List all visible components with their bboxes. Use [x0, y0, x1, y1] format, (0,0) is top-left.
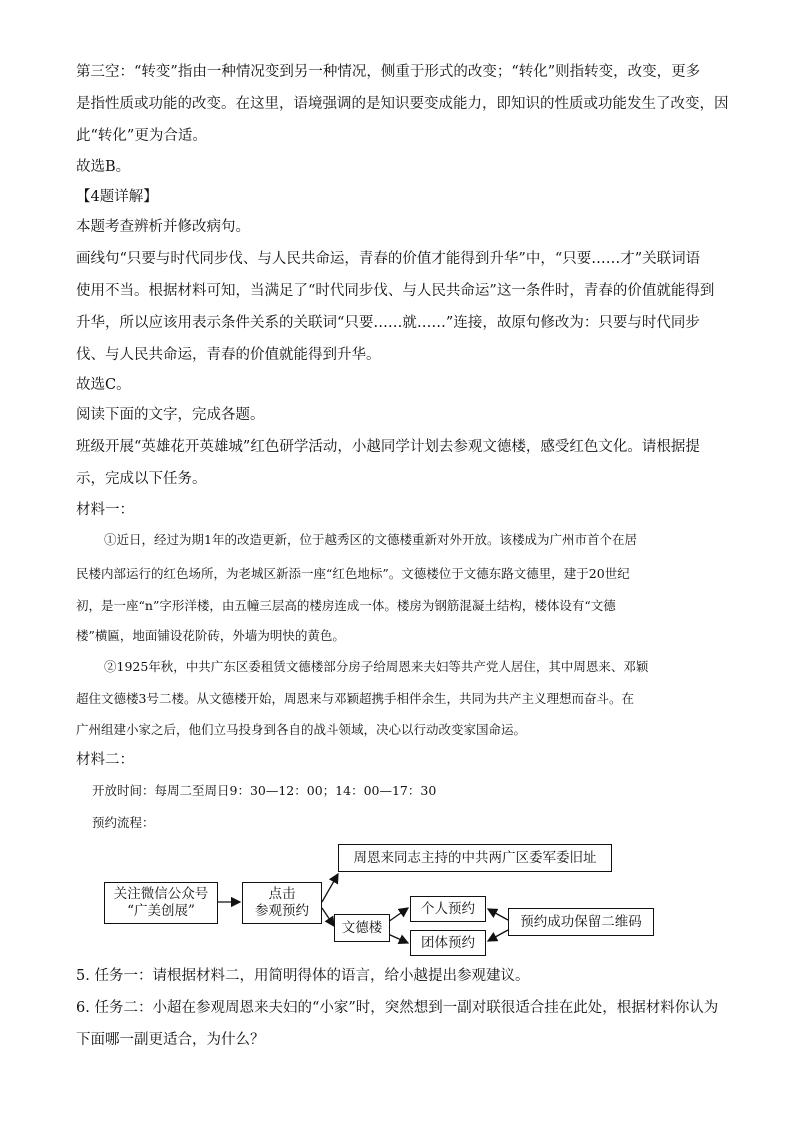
text-line: 本题考查辨析并修改病句。: [76, 219, 250, 235]
text-line: 第三空：“转变”指由一种情况变到另一种情况，侧重于形式的改变；“转化”则指转变，改变，更多: [76, 64, 701, 80]
text-line: 此“转化”更为合适。: [76, 128, 207, 144]
text-line: 超住文德楼3号二楼。从文德楼开始，周恩来与邓颖超携手相伴余生，共同为共产主义理想而奋斗。在: [76, 691, 634, 706]
text-line: 班级开展“英雄花开英雄城”红色研学活动，小越同学计划去参观文德楼，感受红色文化。请根据提: [76, 439, 700, 455]
text-line: 故选B。: [76, 159, 131, 175]
material-label: 材料二：: [76, 752, 134, 768]
booking-line: 参观预约: [255, 903, 309, 919]
personal-booking-box: 个人预约: [410, 896, 486, 922]
section-heading: 【4题详解】: [76, 189, 158, 205]
task-two-cont: 下面哪一副更适合，为什么？: [76, 1032, 265, 1048]
wende-building-box: 文德楼: [334, 914, 390, 942]
historic-site-box: 周恩来同志主持的中共两广区委军委旧址: [338, 844, 612, 872]
text-line: 画线句“只要与时代同步伐、与人民共命运，青春的价值才能得到升华”中，“只要……才”关联词语: [76, 251, 701, 267]
click-line: 点击: [268, 886, 296, 902]
text-line: 广州组建小家之后，他们立马投身到各自的战斗领域，决心以行动改变家国命运。: [76, 722, 527, 737]
text-line: 使用不当。根据材料可知，当满足了“时代同步伐、与人民共命运”这一条件时，青春的价值就能得到: [76, 283, 715, 299]
text-line: 阅读下面的文字，完成各题。: [76, 407, 265, 423]
text-line: 初，是一座“n”字形洋楼，由五幢三层高的楼房连成一体。楼房为钢筋混凝土结构，楼体设有“文德: [76, 598, 616, 613]
booking-flowchart: [100, 838, 660, 958]
text-line: 升华，所以应该用表示条件关系的关联词“只要……就……”连接，故原句修改为：只要与时代同步: [76, 315, 700, 331]
group-booking-box: 团体预约: [410, 930, 486, 956]
text-line: 伐、与人民共命运，青春的价值就能得到升华。: [76, 347, 381, 363]
text-line: 是指性质或功能的改变。在这里，语境强调的是知识要变成能力，即知识的性质或功能发生了改变，因: [76, 96, 729, 112]
wechat-box: [104, 882, 218, 924]
material-label: 材料一：: [76, 502, 134, 518]
task-one: 5. 任务一：请根据材料二，用简明得体的语言，给小越提出参观建议。: [76, 968, 530, 984]
qr-code-box: 预约成功保留二维码: [508, 908, 654, 936]
text-line: 民楼内部运行的红色场所，为老城区新添一座“红色地标”。文德楼位于文德东路文德里，建于20世纪: [76, 566, 630, 581]
opening-hours: 开放时间：每周二至周日9：30—12：00；14：00—17：30: [92, 783, 437, 798]
wechat-line: 关注微信公众号: [113, 886, 209, 902]
booking-process-label: 预约流程：: [92, 815, 155, 830]
text-line: 故选C。: [76, 377, 131, 393]
task-two: 6. 任务二：小超在参观周恩来夫妇的“小家”时，突然想到一副对联很适合挂在此处，根据材料你认为: [76, 1000, 719, 1016]
text-line: ①近日，经过为期1年的改造更新，位于越秀区的文德楼重新对外开放。该楼成为广州市首个在居: [104, 532, 637, 547]
text-line: 楼”横匾，地面铺设花阶砖，外墙为明快的黄色。: [76, 628, 345, 643]
text-line: 示，完成以下任务。: [76, 471, 207, 487]
click-booking-box: [242, 882, 322, 924]
wechat-account: “广美创展”: [127, 903, 195, 919]
text-line: ②1925年秋，中共广东区委租赁文德楼部分房子给周恩来夫妇等共产党人居住，其中周恩来、邓颖: [104, 659, 649, 674]
